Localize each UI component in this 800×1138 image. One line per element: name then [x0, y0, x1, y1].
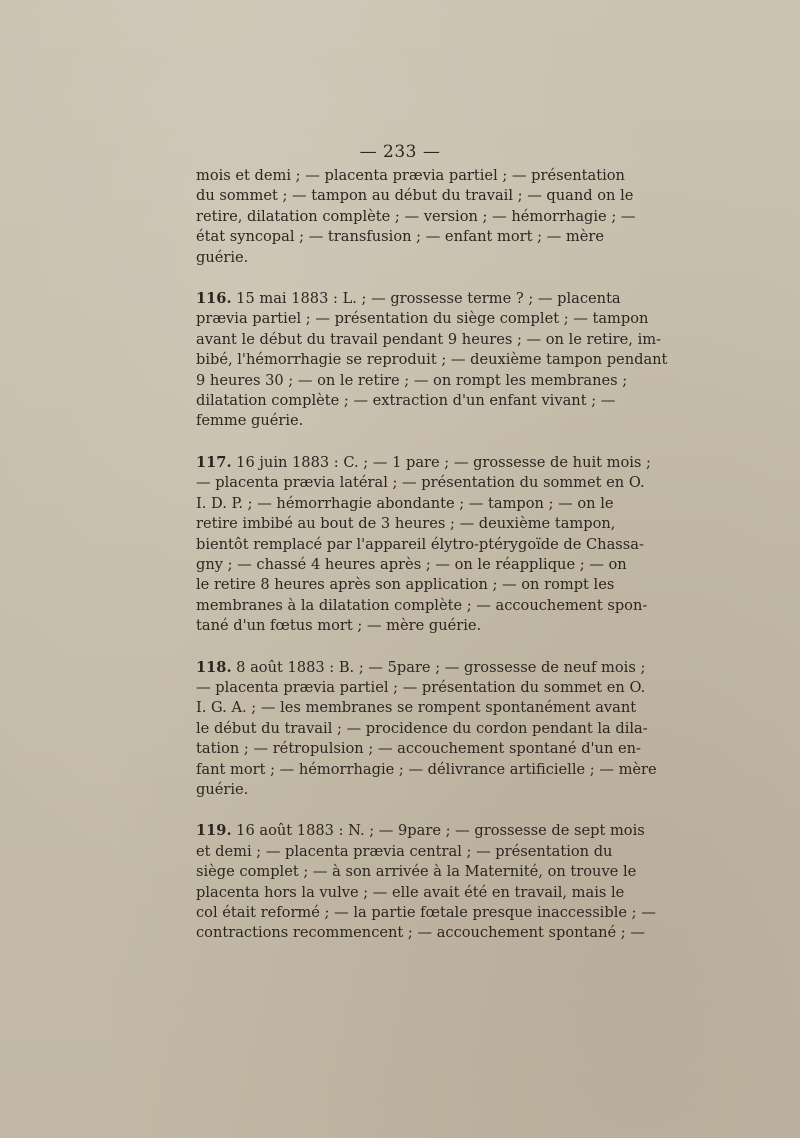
body-text: [196, 166, 668, 944]
line-text: le début du travail ; — procidence du cordon pendant la dila-: [196, 719, 648, 737]
text-line: [196, 207, 636, 227]
case-entry: [196, 453, 651, 637]
text-line: [196, 535, 644, 555]
line-text: contractions recommencent ; — accouchement spontané ; —: [196, 924, 645, 942]
case-number: 118.: [196, 658, 232, 676]
line-text: — placenta prævia latéral ; — présentation du sommet en O.: [196, 474, 645, 492]
text-line: [196, 719, 648, 739]
line-text: femme guérie.: [196, 412, 304, 430]
text-line: [196, 309, 649, 329]
text-line: [196, 248, 589, 268]
text-line: [196, 616, 589, 636]
line-text: membranes à la dilatation complète ; — accouchement spon-: [196, 596, 648, 614]
text-line: [196, 678, 646, 698]
text-line: [196, 596, 648, 616]
text-line: [196, 494, 614, 514]
text-line: [196, 514, 616, 534]
text-line: [196, 883, 625, 903]
continuation-paragraph: [196, 166, 636, 268]
line-text: I. G. A. ; — les membranes se rompent spontanément avant: [196, 699, 637, 717]
line-text: 16 août 1883 : N. ; — 9pare ; — grossesse de sept mois: [231, 822, 645, 840]
text-line: [196, 453, 651, 473]
text-line: [196, 658, 646, 678]
line-text: mois et demi ; — placenta prævia partiel ; — présentation: [196, 167, 625, 184]
line-text: tané d'un fœtus mort ; — mère guérie.: [196, 617, 482, 635]
line-text: retire, dilatation complète ; — version ; — hémorrhagie ; —: [196, 207, 636, 225]
line-text: 9 heures 30 ; — on le retire ; — on rompt les membranes ;: [196, 371, 628, 389]
line-text: 8 août 1883 : B. ; — 5pare ; — grossesse de neuf mois ;: [231, 658, 646, 676]
line-text: du sommet ; — tampon au début du travail ; — quand on le: [196, 187, 634, 205]
page-number: — 233 —: [359, 142, 441, 162]
text-line: [196, 186, 634, 206]
text-line: [196, 391, 616, 411]
line-text: bibé, l'hémorrhagie se reproduit ; — deuxième tampon pendant: [196, 351, 668, 369]
text-line: [196, 166, 625, 186]
text-line: [196, 780, 589, 800]
line-text: retire imbibé au bout de 3 heures ; — deuxième tampon,: [196, 515, 616, 533]
line-text: dilatation complète ; — extraction d'un enfant vivant ; —: [196, 392, 616, 410]
line-text: placenta hors la vulve ; — elle avait été en travail, mais le: [196, 883, 625, 901]
text-line: [196, 555, 627, 575]
text-line: [196, 862, 637, 882]
line-text: avant le début du travail pendant 9 heures ; — on le retire, im-: [196, 330, 662, 348]
line-text: guérie.: [196, 248, 249, 266]
line-text: état syncopal ; — transfusion ; — enfant mort ; — mère: [196, 228, 604, 246]
line-text: 16 juin 1883 : C. ; — 1 pare ; — grossesse de huit mois ;: [231, 453, 651, 471]
case-number: 116.: [196, 290, 232, 308]
text-line: [196, 330, 662, 350]
text-line: [196, 698, 637, 718]
case-number: 117.: [196, 453, 232, 471]
text-line: [196, 760, 657, 780]
line-text: guérie.: [196, 780, 249, 798]
text-line: [196, 842, 613, 862]
line-text: I. D. P. ; — hémorrhagie abondante ; — tampon ; — on le: [196, 494, 614, 512]
text-line: [196, 575, 615, 595]
line-text: bientôt remplacé par l'appareil élytro-ptérygoïde de Chassa-: [196, 535, 644, 553]
case-entry: [196, 821, 656, 943]
text-line: [196, 227, 604, 247]
text-line: [196, 411, 589, 431]
line-text: le retire 8 heures après son application ; — on rompt les: [196, 576, 615, 594]
line-text: gny ; — chassé 4 heures après ; — on le réapplique ; — on: [196, 555, 627, 573]
case-entry: [196, 289, 668, 432]
text-line: [196, 473, 645, 493]
text-line: [196, 903, 656, 923]
text-line: [196, 923, 645, 943]
line-text: tation ; — rétropulsion ; — accouchement spontané d'un en-: [196, 740, 641, 758]
text-line: [196, 350, 668, 370]
text-line: [196, 371, 628, 391]
line-text: fant mort ; — hémorrhagie ; — délivrance artificielle ; — mère: [196, 760, 657, 778]
line-text: col était reformé ; — la partie fœtale presque inaccessible ; —: [196, 904, 656, 921]
text-line: [196, 289, 621, 309]
line-text: prævia partiel ; — présentation du siège complet ; — tampon: [196, 310, 649, 328]
text-line: [196, 739, 641, 759]
case-entry: [196, 658, 657, 801]
line-text: — placenta prævia partiel ; — présentation du sommet en O.: [196, 678, 646, 696]
line-text: 15 mai 1883 : L. ; — grossesse terme ? ; — placenta: [231, 290, 621, 308]
line-text: et demi ; — placenta prævia central ; — présentation du: [196, 842, 613, 860]
line-text: siège complet ; — à son arrivée à la Maternité, on trouve le: [196, 863, 637, 881]
text-line: [196, 821, 645, 841]
case-number: 119.: [196, 822, 232, 840]
